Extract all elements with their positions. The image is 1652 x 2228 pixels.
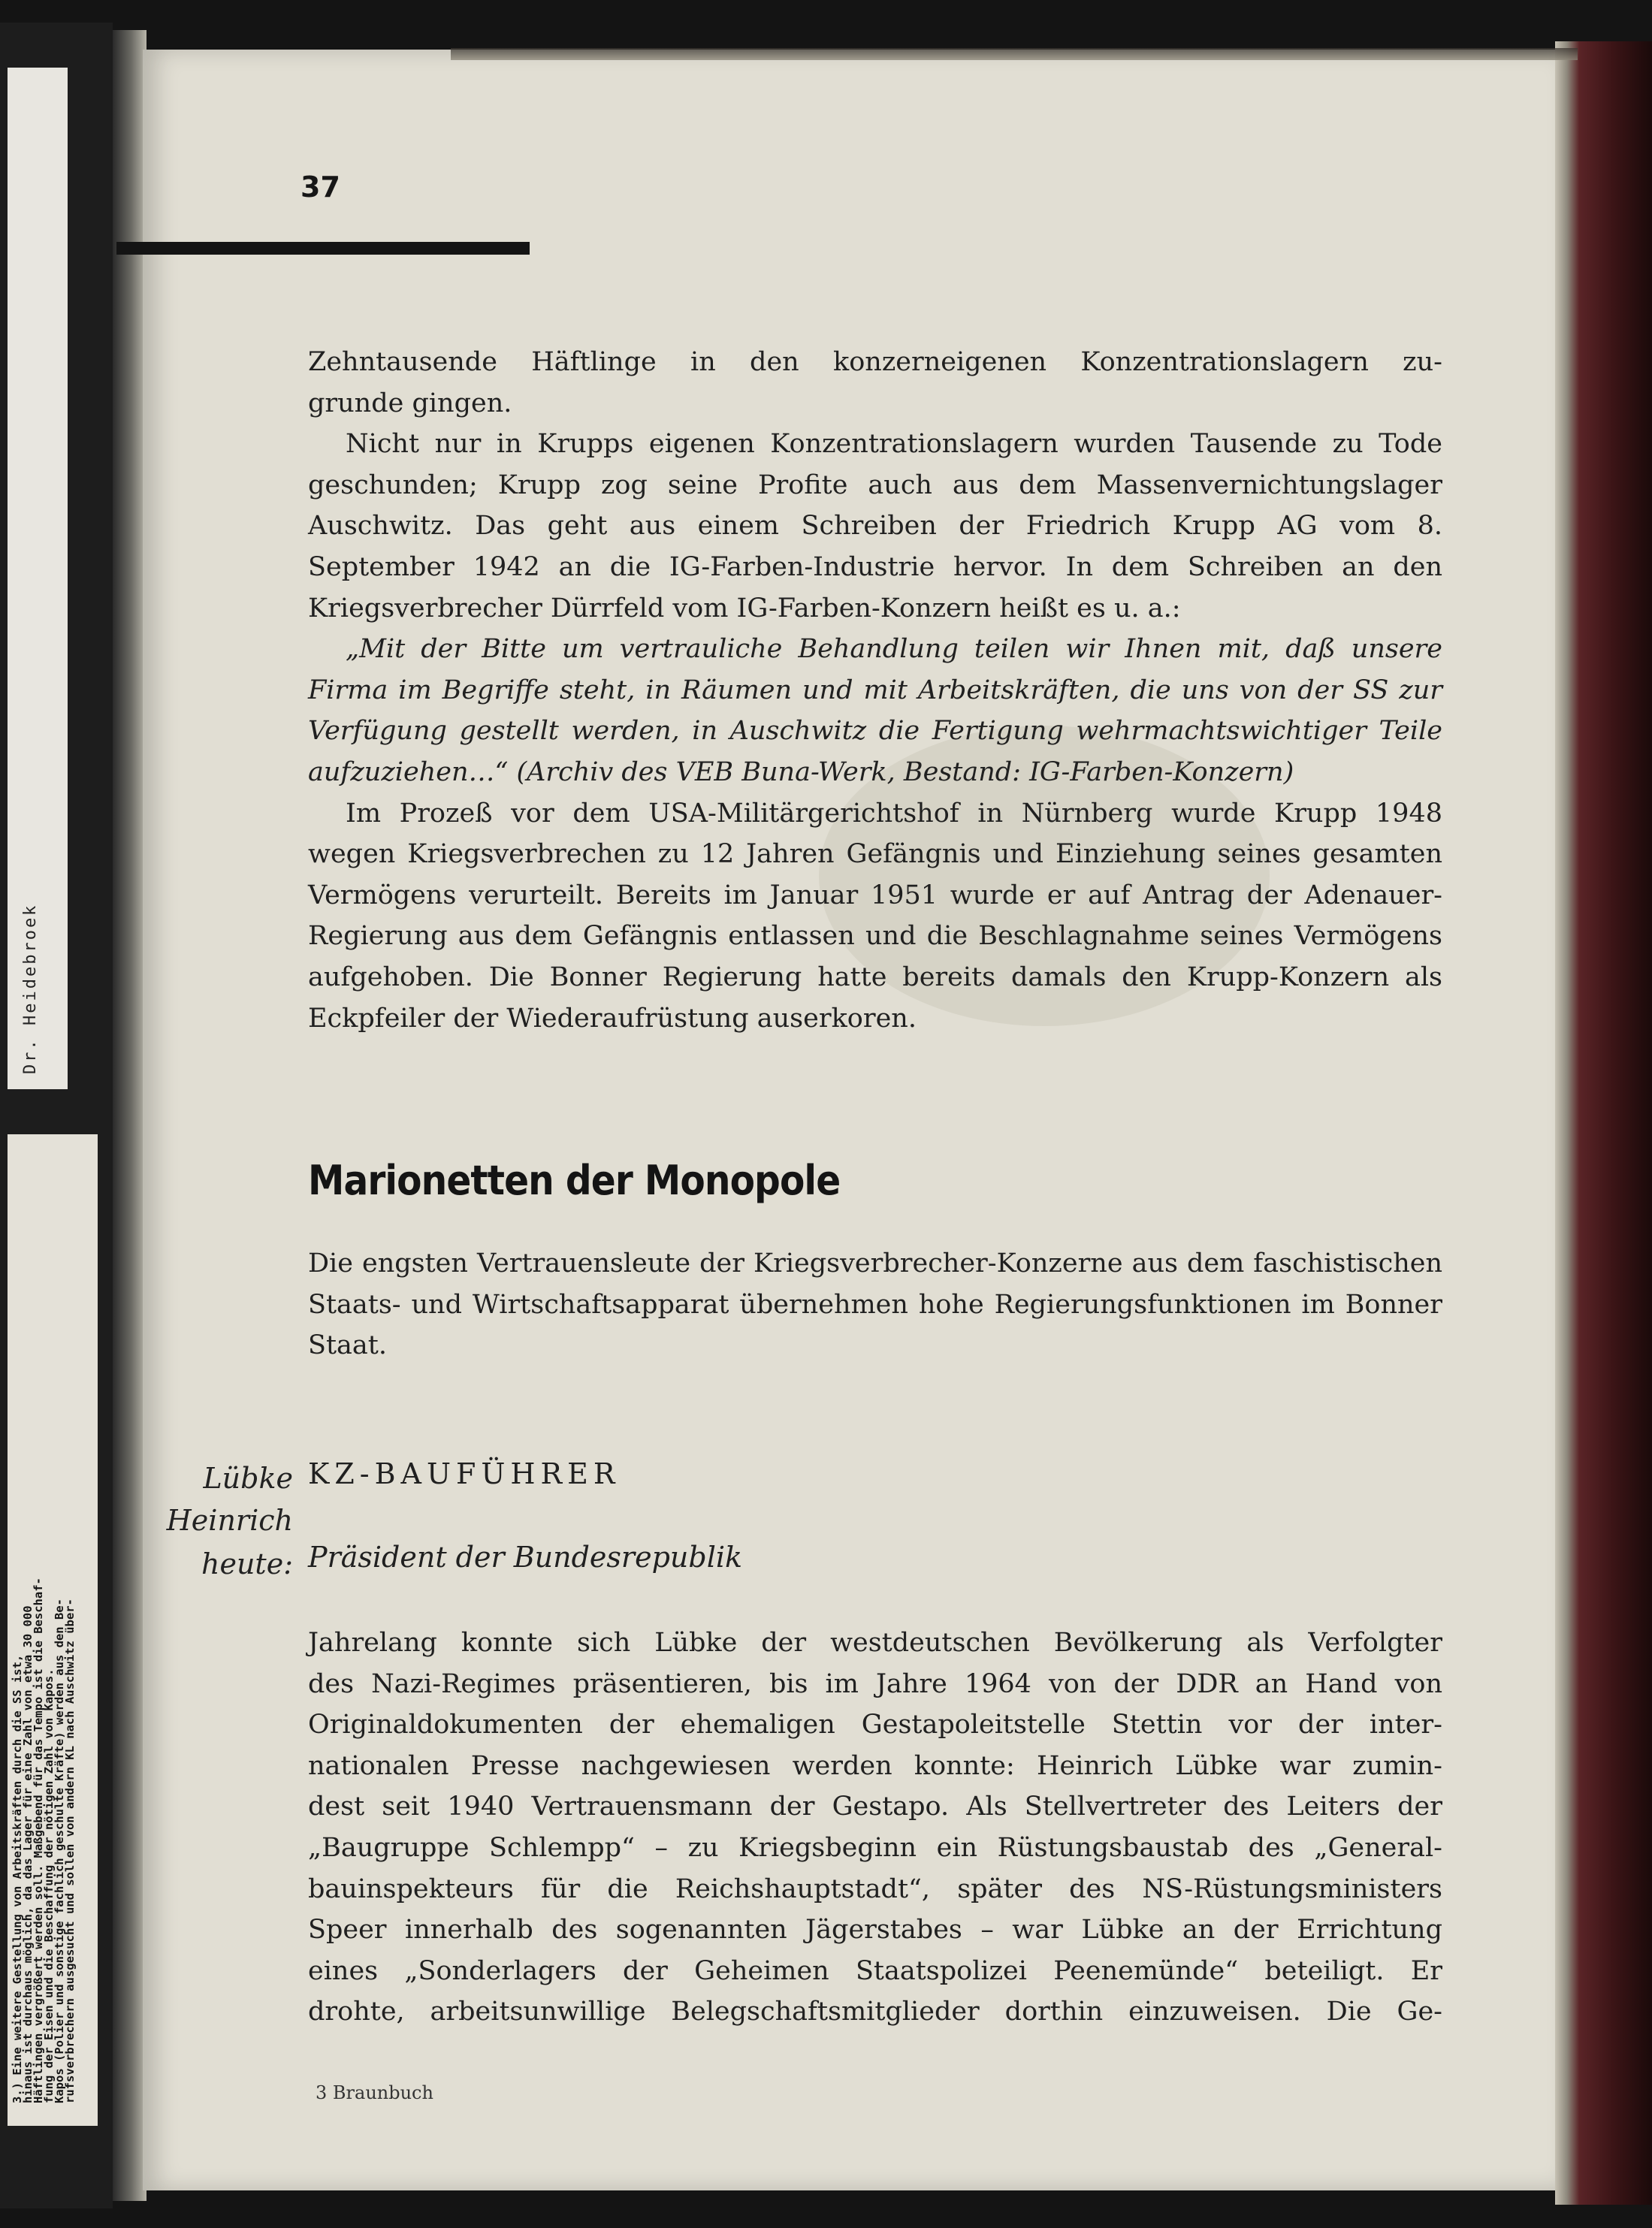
paragraph-1-line-1: Zehntausende Häftlinge in den konzerneigenen Konzentrationslagern zu- xyxy=(308,347,1442,377)
body-line: eines „Sonderlagers der Geheimen Staatspolizei Peenemünde“ beteiligt. Er xyxy=(308,1955,1442,1986)
entry-title: KZ-BAUFÜHRER xyxy=(308,1457,621,1490)
body-line: Jahrelang konnte sich Lübke der westdeutschen Bevölkerung als Verfolgter xyxy=(308,1628,1442,1658)
left-note-name: Dr. Heidebroek xyxy=(21,903,40,1074)
note-line: fung der Eisen und die Beschaffung der nötigen Zahl von Kapos. xyxy=(42,1668,56,2103)
page-number: 37 xyxy=(301,171,340,204)
note-line: rufsverbrechern ausgesucht und sollen von andern KL nach Auschwitz über- xyxy=(63,1599,77,2103)
body-line: nationalen Presse nachgewiesen werden konnte: Heinrich Lübke war zumin- xyxy=(308,1750,1442,1781)
quote-paragraph: „Mit der Bitte um vertrauliche Behandlung teilen wir Ihnen mit, daß unsere Firma im Begriffe steht, in Räumen und mit Arbeitskräften, die uns von der SS zur Verfügung gestellt werden, in Auschwitz die Fertigung wehrmachtswichtiger Teile aufzuziehen…“ (Archiv des VEB Buna-Werk, Bestand: IG-Farben-Konzern) xyxy=(308,634,1442,787)
main-text xyxy=(308,342,1442,1039)
paragraph-1-line-2: grunde gingen. xyxy=(308,388,512,418)
body-line: drohte, arbeitsunwillige Belegschaftsmitglieder dorthin einzuweisen. Die Ge- xyxy=(308,1997,1442,2027)
body-line: dest seit 1940 Vertrauensmann der Gestapo. Als Stellvertreter des Leiters der xyxy=(308,1792,1442,1822)
body-line: des Nazi-Regimes präsentieren, bis im Jahre 1964 von der DDR an Hand von xyxy=(308,1668,1442,1699)
header-rule xyxy=(116,242,530,255)
page-top-edge xyxy=(451,48,1578,60)
note-line: Kapos (Polier und sonstige fachlich geschulte Kräfte) werden aus den Be- xyxy=(53,1599,66,2103)
margin-name-given: Heinrich xyxy=(166,1504,293,1537)
book-binding-edge xyxy=(1555,41,1652,2205)
book-spine-shadow xyxy=(113,30,146,2201)
note-line: hinaus ist durchaus möglich, da das Lager für eine Zahl von etwa 30 000 xyxy=(21,1605,35,2103)
body-line: bauinspekteurs für die Reichshauptstadt“, später des NS-Rüstungsministers xyxy=(308,1873,1442,1904)
left-note-sheet-upper xyxy=(8,68,68,1089)
left-note-sheet-lower xyxy=(8,1134,98,2126)
paragraph-3: Im Prozeß vor dem USA-Militärgerichtshof in Nürnberg wurde Krupp 1948 wegen Kriegsverbrechen zu 12 Jahren Gefängnis und Einziehung seines gesamten Vermögens verurteilt. Bereits im Januar 1951 wurde er auf Antrag der Adenauer-Regierung aus dem Gefängnis entlassen und die Beschlagnahme seines Vermögens aufgehoben. Die Bonner Regierung hatte bereits damals den Krupp-Konzern als Eckpfeiler der Wiederaufrüstung auserkoren. xyxy=(308,798,1442,1034)
printer-signature: 3 Braunbuch xyxy=(316,2082,433,2103)
body-line: Speer innerhalb des sogenannten Jägerstabes – war Lübke an der Errichtung xyxy=(308,1915,1442,1946)
section-intro: Die engsten Vertrauensleute der Kriegsverbrecher-Konzerne aus dem faschistischen Staats- und Wirtschaftsapparat übernehmen hohe Regierungsfunktionen im Bonner Staat. xyxy=(308,1248,1442,1361)
margin-name-surname: Lübke xyxy=(203,1462,293,1495)
margin-note xyxy=(154,1457,293,1585)
paragraph-2: Nicht nur in Krupps eigenen Konzentrationslagern wurden Tausende zu Tode geschunden; Krupp zog seine Profite auch aus dem Massenvernichtungslager Auschwitz. Das geht aus einem Schreiben der Friedrich Krupp AG vom 8. September 1942 an die IG-Farben-Industrie hervor. In dem Schreiben an den Kriegsverbrecher Dürrfeld vom IG-Farben-Konzern heißt es u. a.: xyxy=(308,429,1442,623)
left-page xyxy=(0,23,113,2208)
section-heading: Marionetten der Monopole xyxy=(308,1157,841,1204)
entry-body xyxy=(308,1623,1442,2033)
note-line: 3.) Eine weitere Gestellung von Arbeitskräften durch die SS ist, xyxy=(11,1654,24,2103)
body-line: Originaldokumenten der ehemaligen Gestapoleitstelle Stettin vor der inter- xyxy=(308,1710,1442,1740)
entry-subtitle: Präsident der Bundesrepublik xyxy=(308,1541,743,1574)
margin-today-label: heute: xyxy=(201,1547,293,1580)
body-line: „Baugruppe Schlempp“ – zu Kriegsbeginn ein Rüstungsbaustab des „General- xyxy=(308,1832,1442,1863)
left-typewritten-note xyxy=(12,1142,75,2103)
note-line: Häftlingen vergrößert werden soll. Maßgebend für das Tempo ist die Beschaf- xyxy=(32,1577,45,2103)
